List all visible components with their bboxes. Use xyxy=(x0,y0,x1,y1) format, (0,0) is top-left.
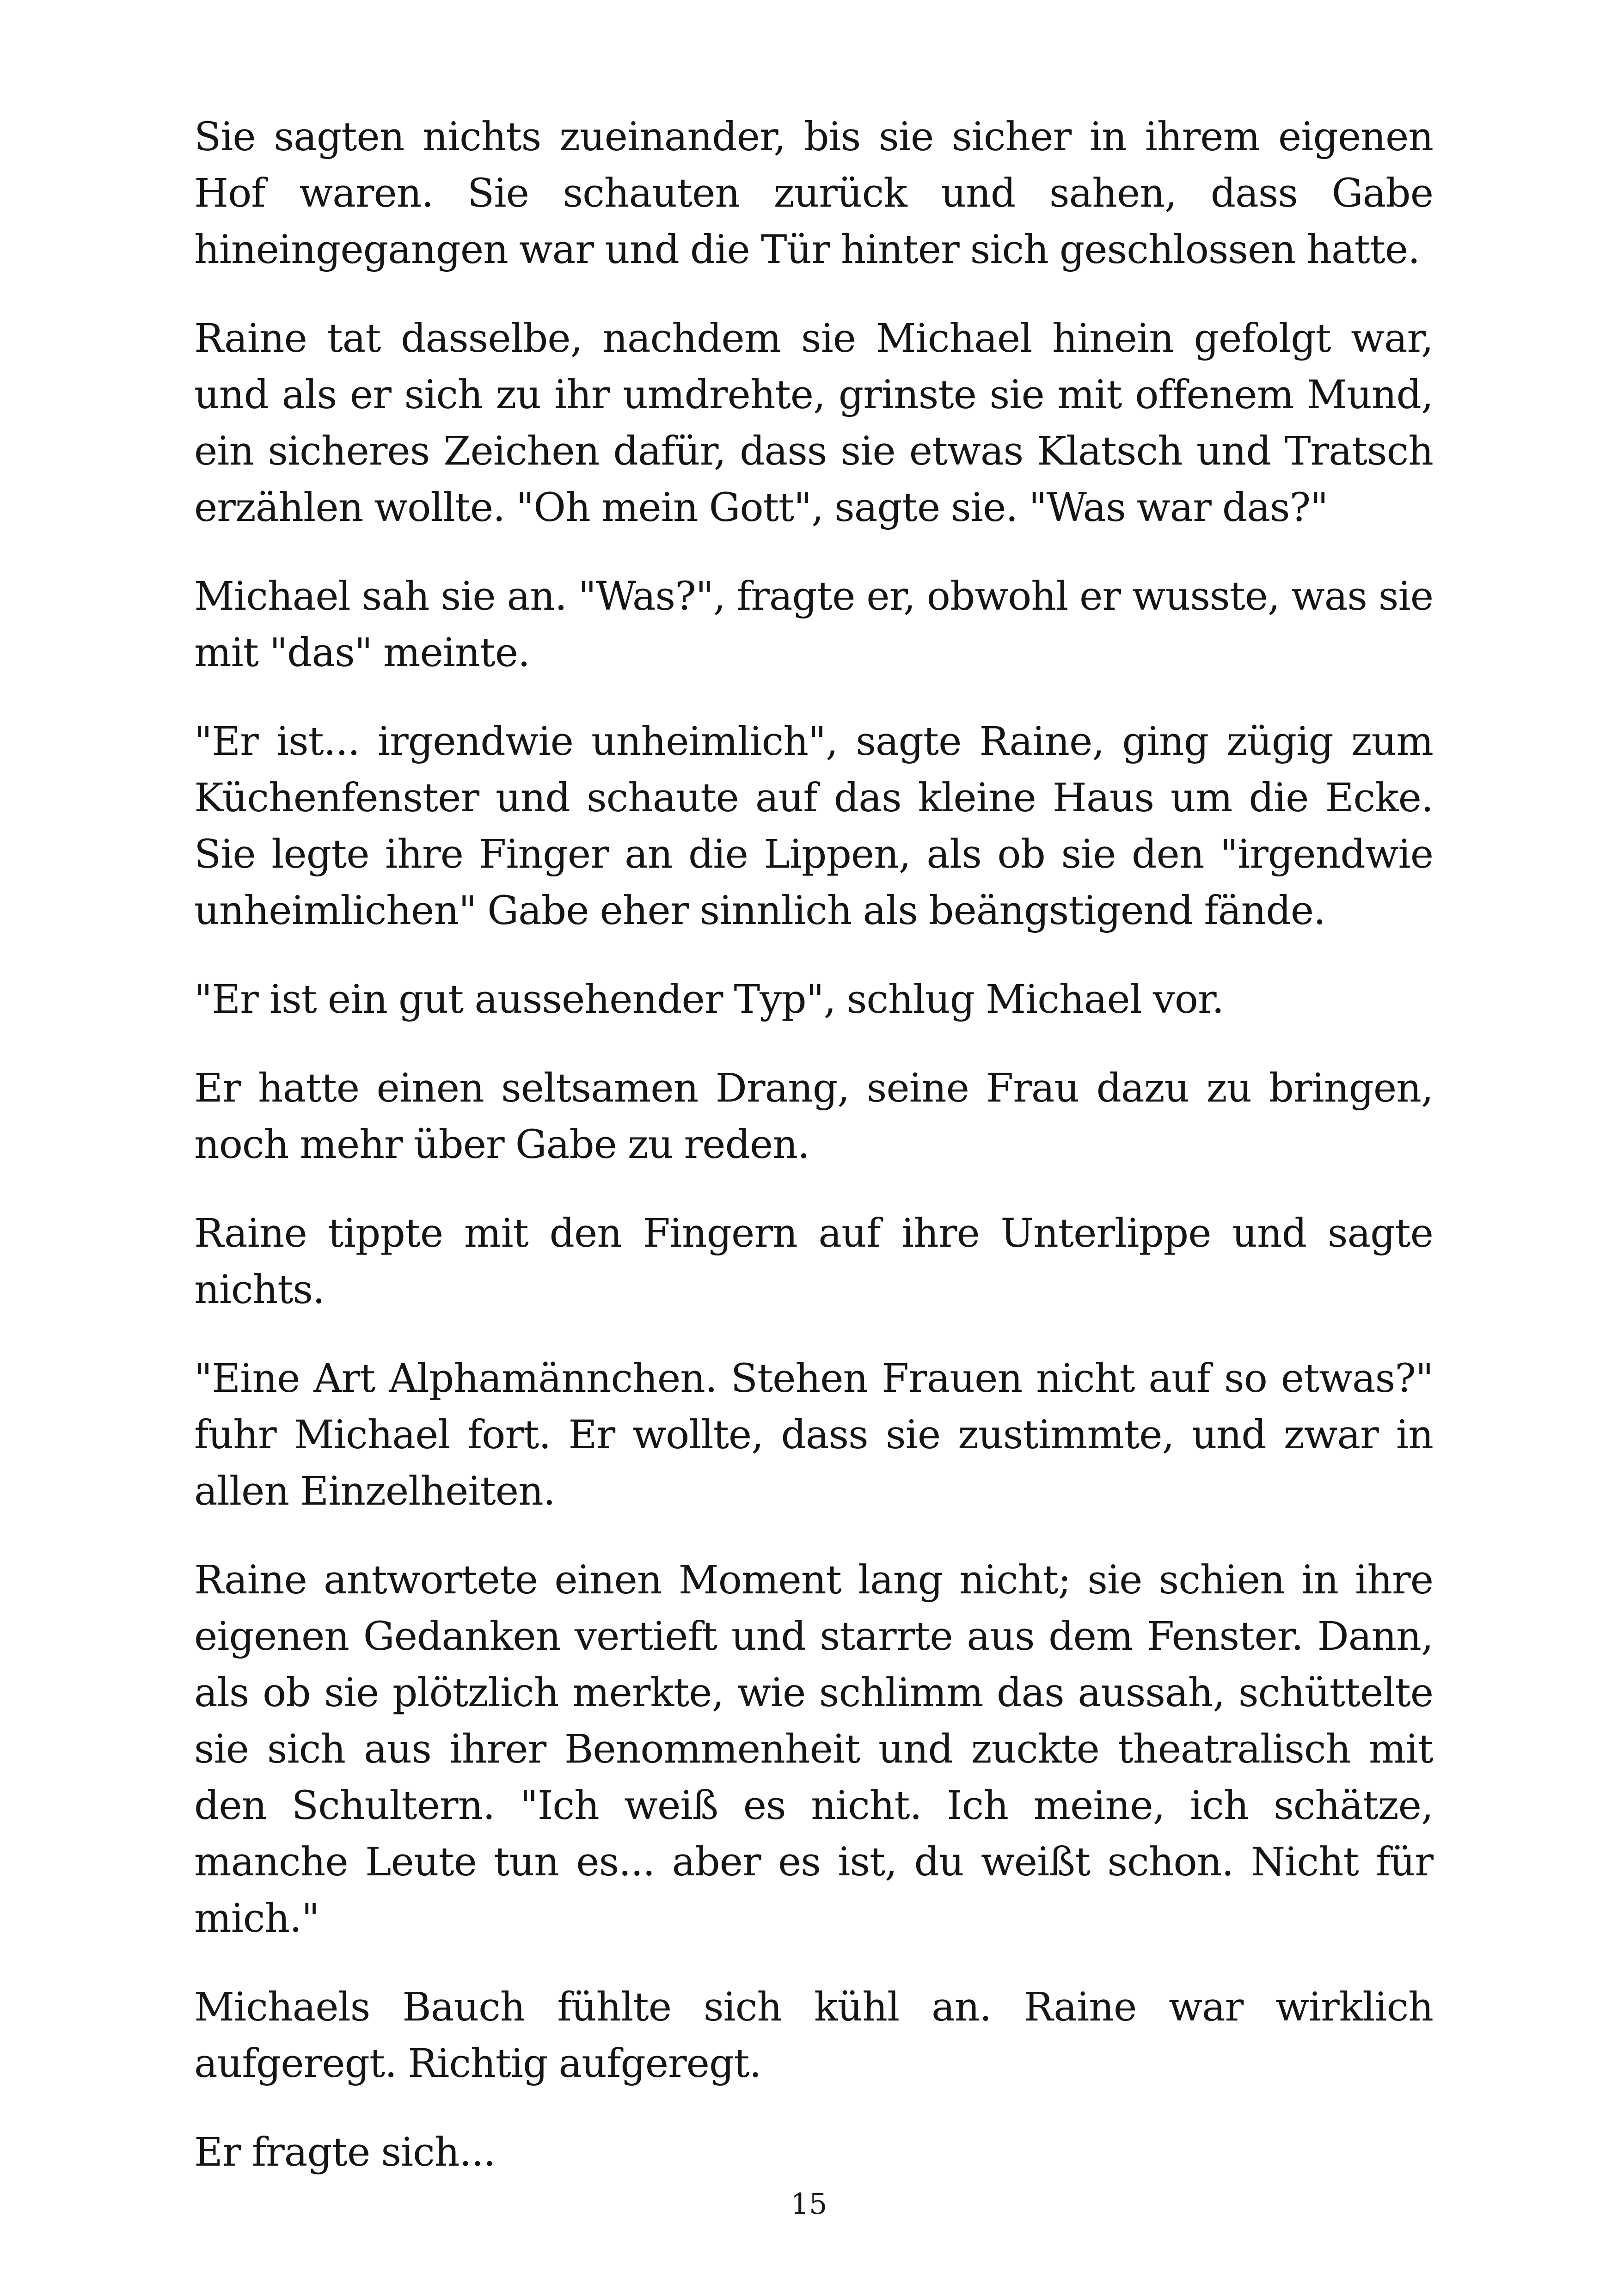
paragraph-5: "Er ist ein gut aussehender Typ", schlug Michael vor. xyxy=(194,977,1224,1022)
paragraph-2: Raine tat dasselbe, nachdem sie Michael hinein gefolgt war, und als er sich zu ihr umdrehte, grinste sie mit offenem Mund, ein sicheres Zeichen dafür, dass sie etwas Klatsch und Tratsch erzählen wollte. "Oh mein Gott", sagte sie. "Was war das?" xyxy=(194,316,1433,531)
paragraph-8: "Eine Art Alphamännchen. Stehen Frauen nicht auf so etwas?" fuhr Michael fort. Er wollte, dass sie zustimmte, und zwar in allen Einzelheiten. xyxy=(194,1356,1433,1514)
paragraph-7: Raine tippte mit den Fingern auf ihre Unterlippe und sagte nichts. xyxy=(194,1211,1433,1313)
paragraph-1: Sie sagten nichts zueinander, bis sie sicher in ihrem eigenen Hof waren. Sie schauten zurück und sahen, dass Gabe hineingegangen war und die Tür hinter sich geschlossen hatte. xyxy=(194,114,1433,273)
paragraph-6: Er hatte einen seltsamen Drang, seine Frau dazu zu bringen, noch mehr über Gabe zu reden. xyxy=(194,1065,1433,1168)
page-number: 15 xyxy=(791,2187,827,2221)
paragraph-3: Michael sah sie an. "Was?", fragte er, obwohl er wusste, was sie mit "das" meinte. xyxy=(194,574,1433,676)
paragraph-9: Raine antwortete einen Moment lang nicht; sie schien in ihre eigenen Gedanken vertieft und starrte aus dem Fenster. Dann, als ob sie plötzlich merkte, wie schlimm das aussah, schüttelte sie sich aus ihrer Benommenheit und zuckte theatralisch mit den Schultern. "Ich weiß es nicht. Ich meine, ich schätze, manche Leute tun es... aber es ist, du weißt schon. Nicht für mich." xyxy=(194,1557,1433,1941)
paragraph-10: Michaels Bauch fühlte sich kühl an. Raine war wirklich aufgeregt. Richtig aufgeregt. xyxy=(194,1984,1433,2087)
paragraph-11: Er fragte sich... xyxy=(194,2130,496,2175)
paragraph-4: "Er ist... irgendwie unheimlich", sagte Raine, ging zügig zum Küchenfenster und schaute auf das kleine Haus um die Ecke. Sie legte ihre Finger an die Lippen, als ob sie den "irgendwie unheimlichen" Gabe eher sinnlich als beängstigend fände. xyxy=(194,719,1433,934)
body-text xyxy=(194,109,1433,2181)
